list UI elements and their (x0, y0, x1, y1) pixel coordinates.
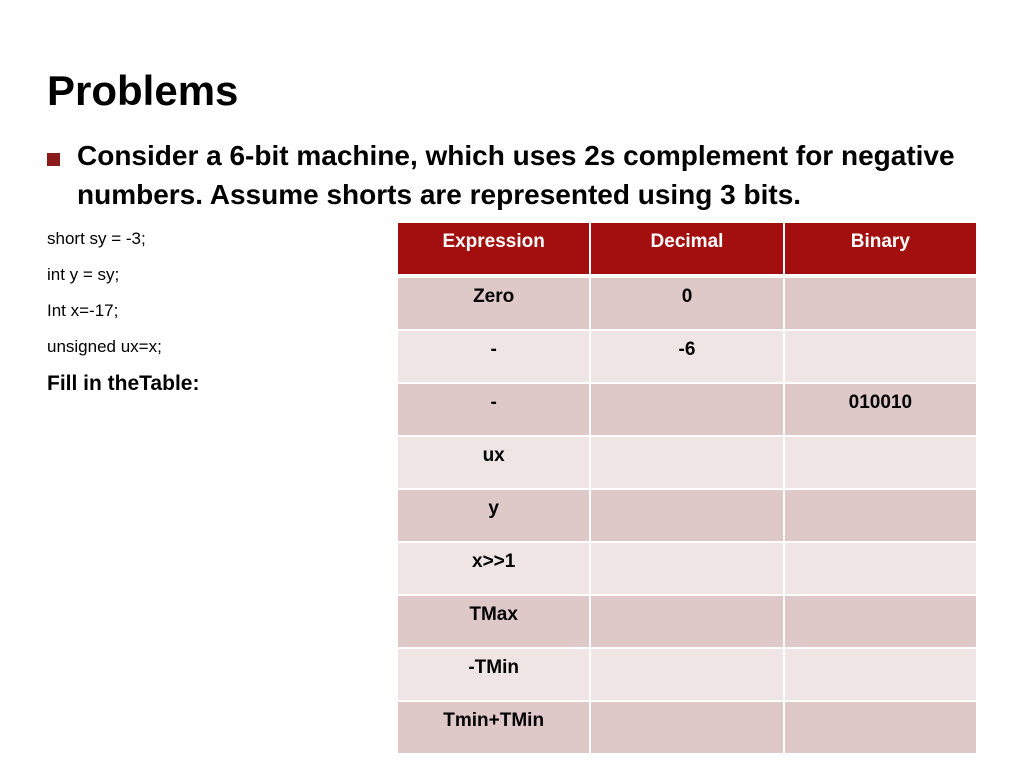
code-lines (47, 227, 162, 371)
cell-binary (784, 276, 977, 330)
table-row (397, 701, 977, 754)
cell-decimal (590, 542, 783, 595)
cell-decimal (590, 489, 783, 542)
slide-title: Problems (47, 67, 239, 114)
code-line-1: short sy = -3; (47, 229, 146, 248)
cell-decimal (590, 383, 783, 436)
header-decimal: Decimal (590, 222, 783, 276)
square-bullet-icon (47, 153, 60, 166)
table-row (397, 330, 977, 383)
cell-binary (784, 330, 977, 383)
table-row (397, 542, 977, 595)
cell-decimal (590, 701, 783, 754)
cell-binary (784, 436, 977, 489)
cell-expression: - (397, 330, 590, 383)
table-row (397, 489, 977, 542)
header-binary: Binary (784, 222, 977, 276)
cell-decimal: 0 (590, 276, 783, 330)
cell-binary (784, 701, 977, 754)
header-expression: Expression (397, 222, 590, 276)
bullet-text: Consider a 6-bit machine, which uses 2s complement for negative numbers. Assume shorts are represented using 3 bits. (77, 140, 955, 210)
cell-decimal: -6 (590, 330, 783, 383)
cell-binary (784, 648, 977, 701)
bullet-point (47, 136, 997, 214)
cell-expression: -TMin (397, 648, 590, 701)
table-row (397, 383, 977, 436)
table-row (397, 595, 977, 648)
table-row (397, 276, 977, 330)
cell-expression: Zero (397, 276, 590, 330)
cell-binary (784, 542, 977, 595)
code-line-4: unsigned ux=x; (47, 337, 162, 356)
code-line-3: Int x=-17; (47, 301, 119, 320)
cell-binary (784, 595, 977, 648)
cell-expression: - (397, 383, 590, 436)
cell-expression: x>>1 (397, 542, 590, 595)
cell-expression: y (397, 489, 590, 542)
cell-decimal (590, 595, 783, 648)
cell-binary (784, 489, 977, 542)
cell-binary: 010010 (784, 383, 977, 436)
cell-expression: TMax (397, 595, 590, 648)
table-row (397, 648, 977, 701)
cell-expression: Tmin+TMin (397, 701, 590, 754)
cell-decimal (590, 436, 783, 489)
table-header-row (397, 222, 977, 276)
table-row (397, 436, 977, 489)
fill-in-label: Fill in theTable: (47, 372, 200, 395)
cell-expression: ux (397, 436, 590, 489)
code-line-2: int y = sy; (47, 265, 120, 284)
cell-decimal (590, 648, 783, 701)
problem-table (396, 221, 978, 755)
